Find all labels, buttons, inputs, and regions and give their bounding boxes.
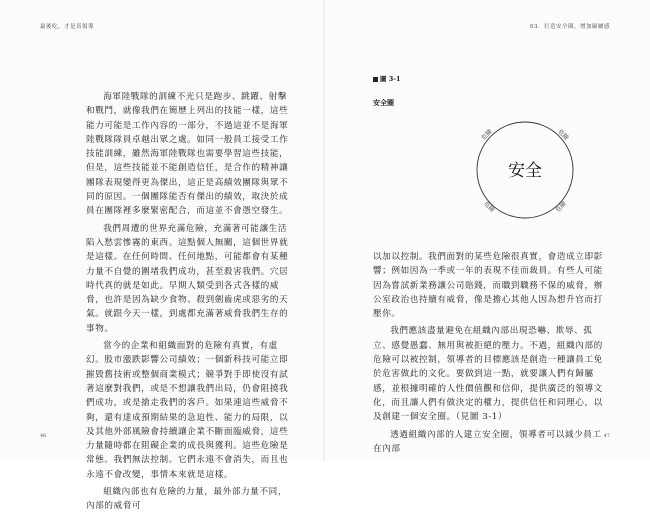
- safety-circle-diagram: [470, 110, 580, 230]
- running-head: 03．打造安全圈，增加歸屬感: [530, 24, 610, 30]
- figure-number: 圖 3-1: [380, 75, 401, 83]
- figure-label: [373, 74, 401, 83]
- danger-label: 危險: [482, 200, 496, 214]
- center-label: 安全: [508, 161, 542, 181]
- diagram-svg: [470, 110, 580, 230]
- danger-label: 危險: [554, 200, 568, 214]
- paragraph: 以加以控制。我們面對的某些危險很真實，會造成立即影響；例如因為一季或一年的表現不佳而裁員。有些人可能因為嘗試新業務讓公司賠錢，而職到職務不保的威脅，辦公室政治也持續有威脅，像是擔心其他人因為想升官而打壓你。: [373, 252, 603, 320]
- running-head: 最後吃，才是真領導: [40, 24, 95, 30]
- paragraph: 組織內部也有危險的力量，最外部力量不同，內部的威脅可: [86, 487, 288, 512]
- right-page: [325, 0, 650, 461]
- paragraph: 透過組織內部的人建立安全圈，領導者可以減少員工在內部: [373, 429, 602, 454]
- page-number: 47: [603, 433, 610, 439]
- danger-label: 危險: [556, 128, 570, 142]
- paragraph: 我們應該盡量避免在組織內部出現恐嚇、欺辱、孤立、感覺愚蠢、無用與被拒絕的壓力。不過，組織內部的危險可以被控制，領導者的目標應該是創造一種讓員工免於危害做此的文化。要做到這一點，就要讓人們有歸屬感，並根據明確的人性價值觀和信仰，提供廣泛的領導文化，而且讓人們有做決定的權力，提供信任和同理心，以及創建一個安全圈。（見圖 3-1）: [373, 326, 603, 423]
- square-bullet-icon: [373, 77, 378, 82]
- paragraph: 當今的企業和組織面對的危險有真實，有虛幻。股市漲跌影響公司績效；一個新科技可能立即摧毀舊技術或整個商業模式；競爭對手即使沒有試著這麼對我們，或是不想讓我們出局，仍會阻撓我們成功，或是搶走我們的客戶。如果連這些威脅不夠，還有達成預期結果的急迫性、能力的局限，以及其他外部風險會持續讓企業不斷面臨威脅，這些力量隨時都在阻礙企業的成長與獲利。這些危險是常態。我們無法控制。它們永遠不會消失，而且也永遠不會改變，事情本來就是這樣。: [86, 341, 289, 480]
- page-number: 46: [40, 433, 47, 439]
- danger-label: 危險: [480, 128, 494, 142]
- paragraph: 我們周遭的世界充滿危險，充滿著可能讓生活陷入愁雲慘霧的東西。這點個人無關，這個世界就是這樣。在任何時間、任何地點，可能都會有某種力量不自覺的圍堵我們成功，甚至殺害我們。穴居時代真的就是如此。早期人類受到各式各樣的威脅，也許是因為缺少食物、殺到劍齒虎或惡劣的天氣。就跟今天一樣，到處都充滿著威脅我們生存的事物。: [86, 223, 289, 334]
- figure-title: 安全圈: [373, 98, 394, 107]
- left-page: [0, 0, 325, 512]
- body-text: [373, 250, 609, 459]
- paragraph: 海軍陸戰隊的訓練不光只是跑步、跳躍、射擊和戰鬥，就像我們在簡歷上列出的技能一樣，這些能力可能是工作內容的一部分，不過這並不是海軍陸戰隊隊員卓越出眾之處。如同一般員工接受工作技能訓練，雖然海軍陸戰隊也需要學習這些技能，但是，這些技能並不能創造信任，是合作的精神讓團隊表現變得更為傑出，這正是高績效團隊與眾不同的原因。一個團隊能否有傑出的績效，取決於成員在團隊裡多麼緊密配合，而這並不會憑空發生。: [86, 92, 289, 217]
- body-text: [86, 90, 294, 517]
